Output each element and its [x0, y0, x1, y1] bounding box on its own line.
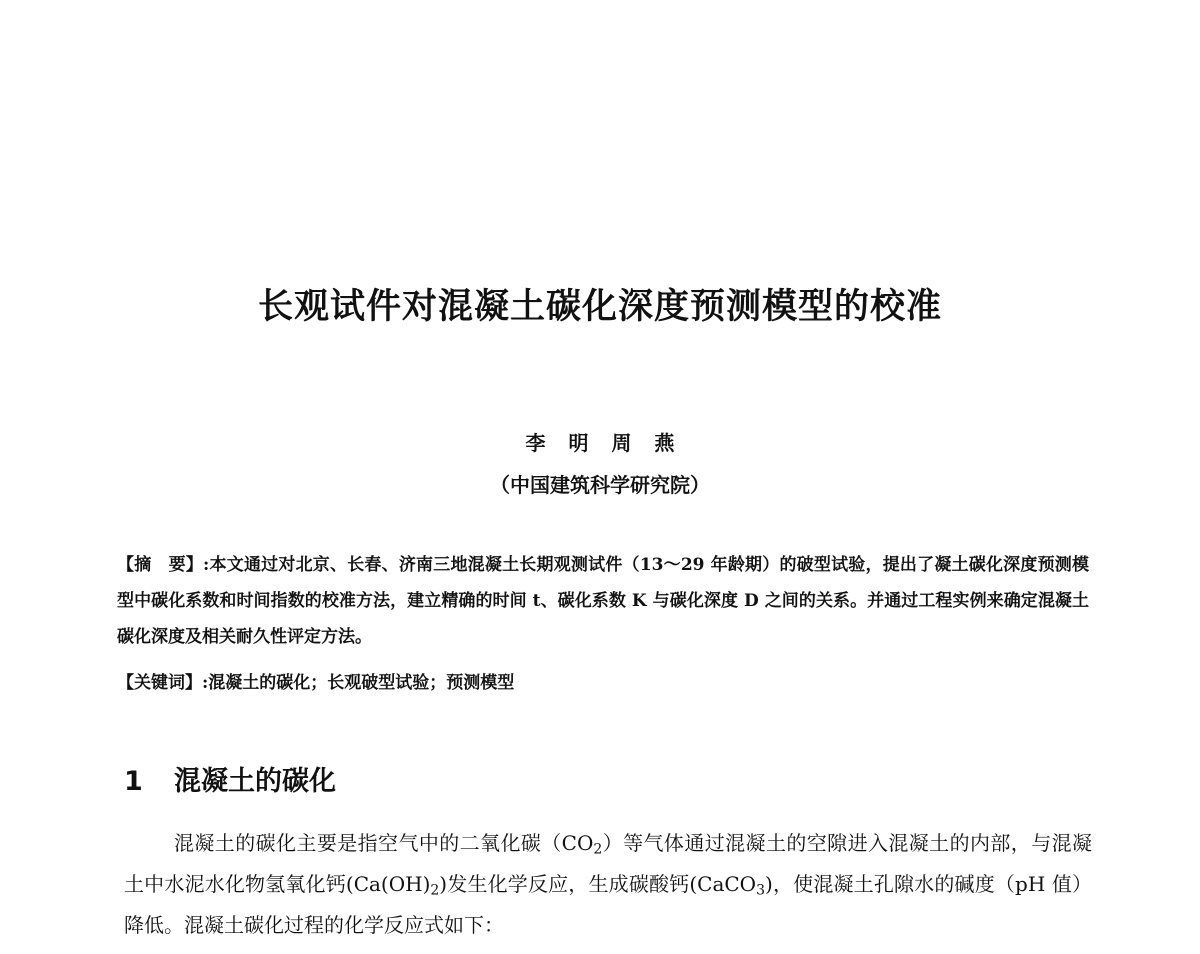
paragraph-text-1: 混凝土的碳化主要是指空气中的二氧化碳（CO	[174, 831, 594, 855]
section-title: 混凝土的碳化	[174, 766, 336, 797]
abstract-block	[117, 547, 1089, 655]
caoh2-subscript: 2	[430, 882, 440, 899]
author-list: 李 明 周 燕	[525, 431, 675, 455]
caco3-subscript: 3	[756, 882, 765, 899]
author-affiliation: （中国建筑科学研究院）	[490, 473, 710, 497]
keywords-label: 【关键词】	[117, 673, 202, 693]
section-number: 1	[124, 766, 143, 797]
paper-title: 长观试件对混凝土碳化深度预测模型的校准	[257, 287, 942, 327]
co2-subscript: 2	[593, 841, 603, 858]
section-paragraph	[124, 823, 1092, 946]
paragraph-text-4: )，使混凝土孔隙水的碱度（pH 值）降低。混凝土碳化过程的化学反应式如下：	[124, 872, 1092, 937]
abstract-text: :本文通过对北京、长春、济南三地混凝土长期观测试件（13～29 年龄期）的破型试验，提出了凝土碳化深度预测模型中碳化系数和时间指数的校准方法，建立精确的时间 t、碳化系数 K 与碳化深度 D 之间的关系。并通过工程实例来确定混凝土碳化深度及相关耐久性评定方法。	[117, 555, 1089, 647]
section-heading	[124, 762, 336, 802]
paragraph-text-2: ）等气体通过混凝土的空隙进入混凝土的内部，与混凝土中水泥水化物氢氧化钙(Ca(OH)	[124, 831, 1093, 896]
paragraph-text-3: )发生化学反应，生成碳酸钙(CaCO	[439, 872, 757, 896]
abstract-label: 【摘 要】	[117, 555, 204, 575]
keywords-block	[117, 666, 1089, 700]
keywords-text: :混凝土的碳化；长观破型试验；预测模型	[202, 673, 515, 693]
